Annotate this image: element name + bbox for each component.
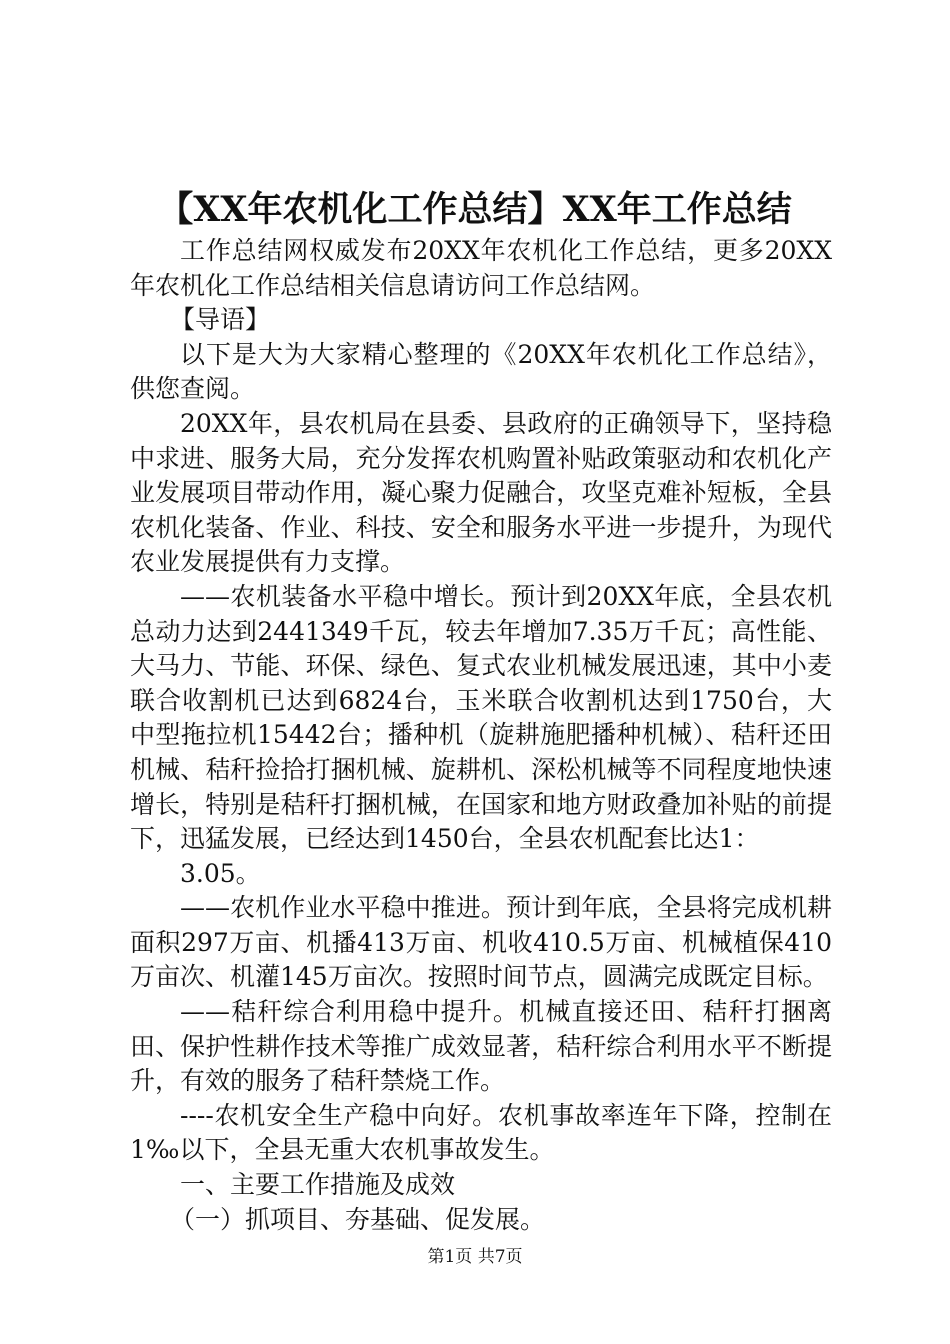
document-body [130,234,832,1237]
subsection-heading: （一）抓项目、夯基础、促发展。 [170,1204,546,1234]
operation-paragraph: ——农机作业水平稳中推进。预计到年底，全县将完成机耕面积297万亩、机播413万亩、机收410.5万亩、机械植保410万亩次、机灌145万亩次。按照时间节点，圆满完成既定目标。 [130,893,832,992]
document-title: 【XX年农机化工作总结】XX年工作总结 [158,189,792,230]
section-heading: 一、主要工作措施及成效 [180,1170,456,1200]
page-number: 第1页 共7页 [427,1247,523,1267]
intro-paragraph: 工作总结网权威发布20XX年农机化工作总结，更多20XX年农机化工作总结相关信息请访问工作总结网。 [130,236,832,300]
preface-paragraph: 以下是大为大家精心整理的《20XX年农机化工作总结》，供您查阅。 [130,339,832,404]
ratio-continuation: 3.05。 [180,858,261,888]
overview-paragraph: 20XX年，县农机局在县委、县政府的正确领导下，坚持稳中求进、服务大局，充分发挥农机购置补贴政策驱动和农机化产业发展项目带动作用，凝心聚力促融合，攻坚克难补短板，全县农机化装备、作业、科技、安全和服务水平进一步提升，为现代农业发展提供有力支撑。 [130,408,832,577]
safety-paragraph: ----农机安全生产稳中向好。农机事故率连年下降，控制在1‰以下，全县无重大农机事故发生。 [130,1100,832,1165]
preface-heading: 【导语】 [170,305,271,335]
equipment-paragraph: ——农机装备水平稳中增长。预计到20XX年底，全县农机总动力达到2441349千瓦，较去年增加7.35万千瓦；高性能、大马力、节能、环保、绿色、复式农业机械发展迅速，其中小麦联合收割机已达到6824台，玉米联合收割机达到1750台，大中型拖拉机15442台；播种机（旋耕施肥播种机械）、秸秆还田机械、秸秆捡拾打捆机械、旋耕机、深松机械等不同程度地快速增长，特别是秸秆打捆机械，在国家和地方财政叠加补贴的前提下，迅猛发展，已经达到1450台，全县农机配套比达1： [130,581,832,854]
straw-paragraph: ——秸秆综合利用稳中提升。机械直接还田、秸秆打捆离田、保护性耕作技术等推广成效显著，秸秆综合利用水平不断提升，有效的服务了秸秆禁烧工作。 [130,997,832,1096]
